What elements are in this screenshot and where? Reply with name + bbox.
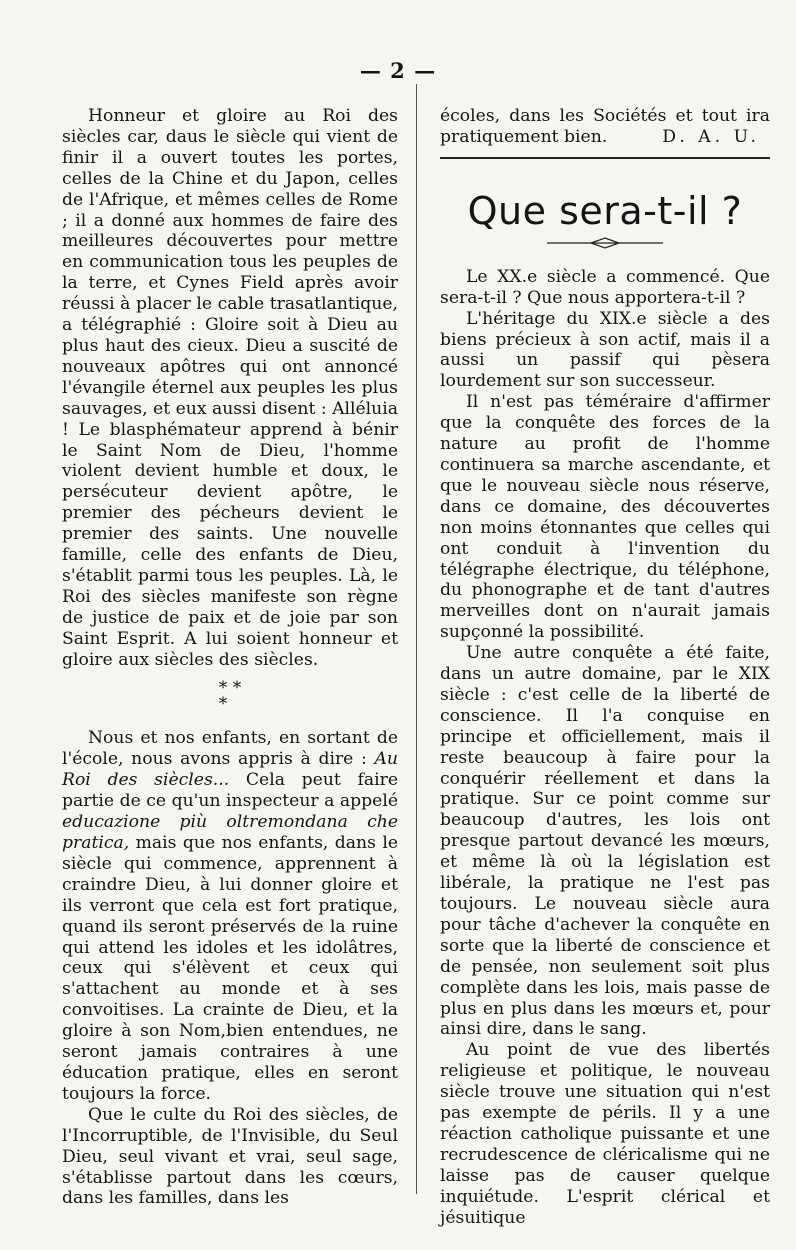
continued-paragraph <box>440 106 770 148</box>
asterism <box>62 678 398 715</box>
ornament-divider <box>545 237 665 249</box>
article-heading: Que sera-t-il ? <box>467 188 743 233</box>
page-number: — 2 — <box>359 58 437 83</box>
right-column <box>440 106 770 1229</box>
left-paragraph-2-italic-1: Au Roi des siècles... <box>62 749 398 791</box>
left-paragraph-2-text-c: mais que nos enfants, dans le siècle qui commence, apprennent à craindre Dieu, à lui donner gloire et ils verront que cela est fort pratique, quand ils seront préservés de la ruine qui attend les idoles et les idolâtres, ceux qui s'élèvent et ceux qui s'attachent au monde et à ses convoitises. La crainte de Dieu, et la gloire à son Nom,bien entendues, ne seront jamais contraires à une éducation pratique, elles en seront toujours la force. <box>62 833 398 1104</box>
left-paragraph-2-italic-2: educazione più oltremondana che pratica, <box>62 812 398 853</box>
signature: D. A. U. <box>662 126 760 147</box>
right-paragraph-5: Au point de vue des libertés religieuse et politique, le nouveau siècle trouve une situation qui n'est pas exempte de périls. Il y a une réaction catholique puissante et une recrudescence de cléricalisme qui ne laisse pas de causer quelque inquiétude. L'esprit clérical et jésuitique <box>440 1040 770 1228</box>
asterism-row-1: * * <box>218 678 242 699</box>
right-paragraph-1: Le XX.e siècle a commencé. Que sera-t-il ? Que nous apportera-t-il ? <box>440 266 770 308</box>
column-divider <box>416 84 417 1194</box>
right-paragraph-3: Il n'est pas téméraire d'affirmer que la conquête des forces de la nature au profit de l'homme continuera sa marche ascendante, et que le nouveau siècle nous réserve, dans ce domaine, des découvertes non moins étonnantes que celles qui ont conduit à l'invention du télégraphe électrique, du téléphone, du phonographe et de tant d'autres merveilles dont on n'aurait jamais supçonné la possibilité. <box>440 392 770 643</box>
left-paragraph-2-text-b: Cela peut faire partie de ce qu'un inspecteur a appelé <box>62 770 398 812</box>
section-rule <box>440 157 770 159</box>
left-paragraph-1: Honneur et gloire au Roi des siècles car, daus le siècle qui vient de finir il a ouvert toutes les portes, celles de la Chine et du Japon, celles de l'Afrique, et mêmes celles de Rome ; il a donné aux hommes de faire des meilleures découvertes pour mettre en communication tous les peuples de la terre, et Cynes Field après avoir réussi à placer le cable trasatlantique, a télégraphié : Gloire soit à Dieu au plus haut des cieux. Dieu a suscité de nouveaux apôtres qui ont annoncé l'évangile éternel aux peuples les plus sauvages, et eux aussi disent : Alléluia ! Le blasphémateur apprend à bénir le Saint Nom de Dieu, l'homme violent devient humble et doux, le persécuteur devient apôtre, le premier des pécheurs devient le premier des saints. Une nouvelle famille, celle des enfants de Dieu, s'établit parmi tous les peuples. Là, le Roi des siècles manifeste son règne de justice de paix et de joie par son Saint Esprit. A lui soient honneur et gloire aux siècles des siècles. <box>62 106 398 670</box>
right-paragraph-2: L'héritage du XIX.e siècle a des biens précieux à son actif, mais il a aussi un passif qui pèsera lourdement sur son successeur. <box>440 308 770 392</box>
left-paragraph-3: Que le culte du Roi des siècles, de l'Incorruptible, de l'Invisible, du Seul Dieu, seul vivant et vrai, seul sage, s'établisse partout dans les cœurs, dans les familles, dans les <box>62 1104 398 1209</box>
continued-text: écoles, dans les Sociétés et tout ira pratiquement bien. <box>440 106 770 147</box>
left-paragraph-2-text-a: Nous et nos enfants, en sortant de l'école, nous avons appris à dire : <box>62 728 398 770</box>
asterism-row-2: * <box>218 694 228 715</box>
left-column <box>62 106 398 1209</box>
left-paragraph-2 <box>62 728 398 1104</box>
right-paragraph-4: Une autre conquête a été faite, dans un autre domaine, par le XIX siècle : c'est celle de la liberté de conscience. Il l'a conquise en principe et officiellement, mais il reste beaucoup à faire pour la conquérir réellement et dans la pratique. Sur ce point comme sur beaucoup d'autres, les lois ont presque partout devancé les mœurs, et même là où la législation est libérale, la pratique ne l'est pas toujours. Le nouveau siècle aura pour tâche d'achever la conquête en sorte que la liberté de conscience et de pensée, non seulement soit plus complète dans les lois, mais passe de plus en plus dans les mœurs et, pour ainsi dire, dans le sang. <box>440 643 770 1040</box>
